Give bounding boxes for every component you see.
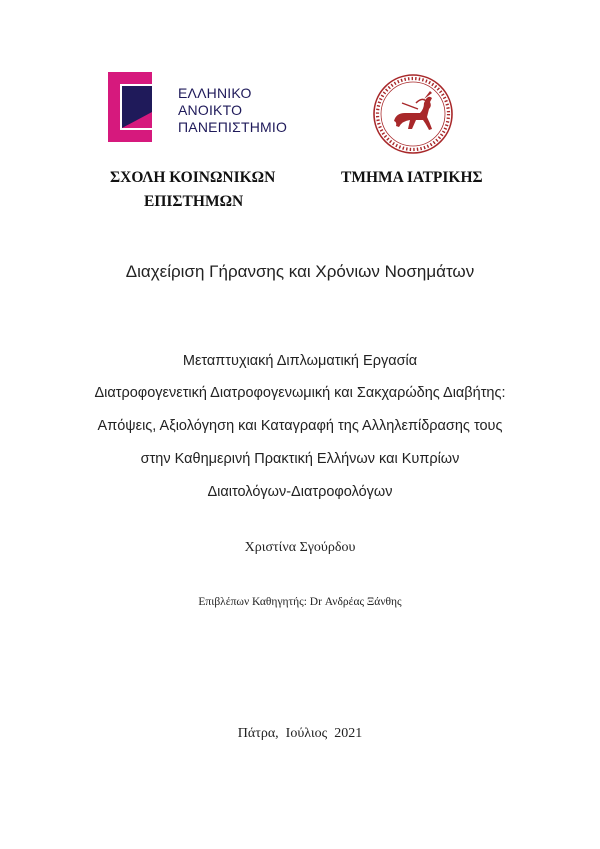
school-heading-line2: ΕΠΙΣΤΗΜΩΝ: [144, 193, 244, 210]
eap-logo-line3: ΠΑΝΕΠΙΣΤΗΜΙΟ: [178, 119, 288, 135]
school-heading-line1: ΣΧΟΛΗ ΚΟΙΝΩΝΙΚΩΝ: [110, 169, 276, 186]
place-date: Πάτρα, Ιούλιος 2021: [237, 726, 363, 741]
supervisor: Επιβλέπων Καθηγητής: Dr Ανδρέας Ξάνθης: [198, 596, 402, 608]
university-seal-icon: [372, 73, 454, 155]
program-title: Διαχείριση Γήρανσης και Χρόνιων Νοσημάτων: [125, 262, 475, 281]
thesis-type: Μεταπτυχιακή Διπλωματική Εργασία: [182, 353, 418, 369]
department-heading: ΤΜΗΜΑ ΙΑΤΡΙΚΗΣ: [341, 169, 483, 186]
eap-logo-line1: ΕΛΛΗΝΙΚΟ: [178, 85, 252, 101]
thesis-title-line4: Διαιτολόγων-Διατροφολόγων: [207, 484, 393, 500]
thesis-title-line3: στην Καθημερινή Πρακτική Ελλήνων και Κυπρίων: [140, 451, 460, 467]
eap-logo-line2: ΑΝΟΙΚΤΟ: [178, 102, 243, 118]
thesis-title-line1: Διατροφογενετική Διατροφογενωμική και Σακχαρώδης Διαβήτης:: [94, 385, 506, 401]
eap-logo: [108, 72, 298, 142]
eap-logo-mark: [108, 72, 170, 142]
thesis-title-line2: Απόψεις, Αξιολόγηση και Καταγραφή της Αλληλεπίδρασης τους: [97, 418, 503, 434]
author-name: Χριστίνα Σγούρδου: [244, 540, 356, 555]
